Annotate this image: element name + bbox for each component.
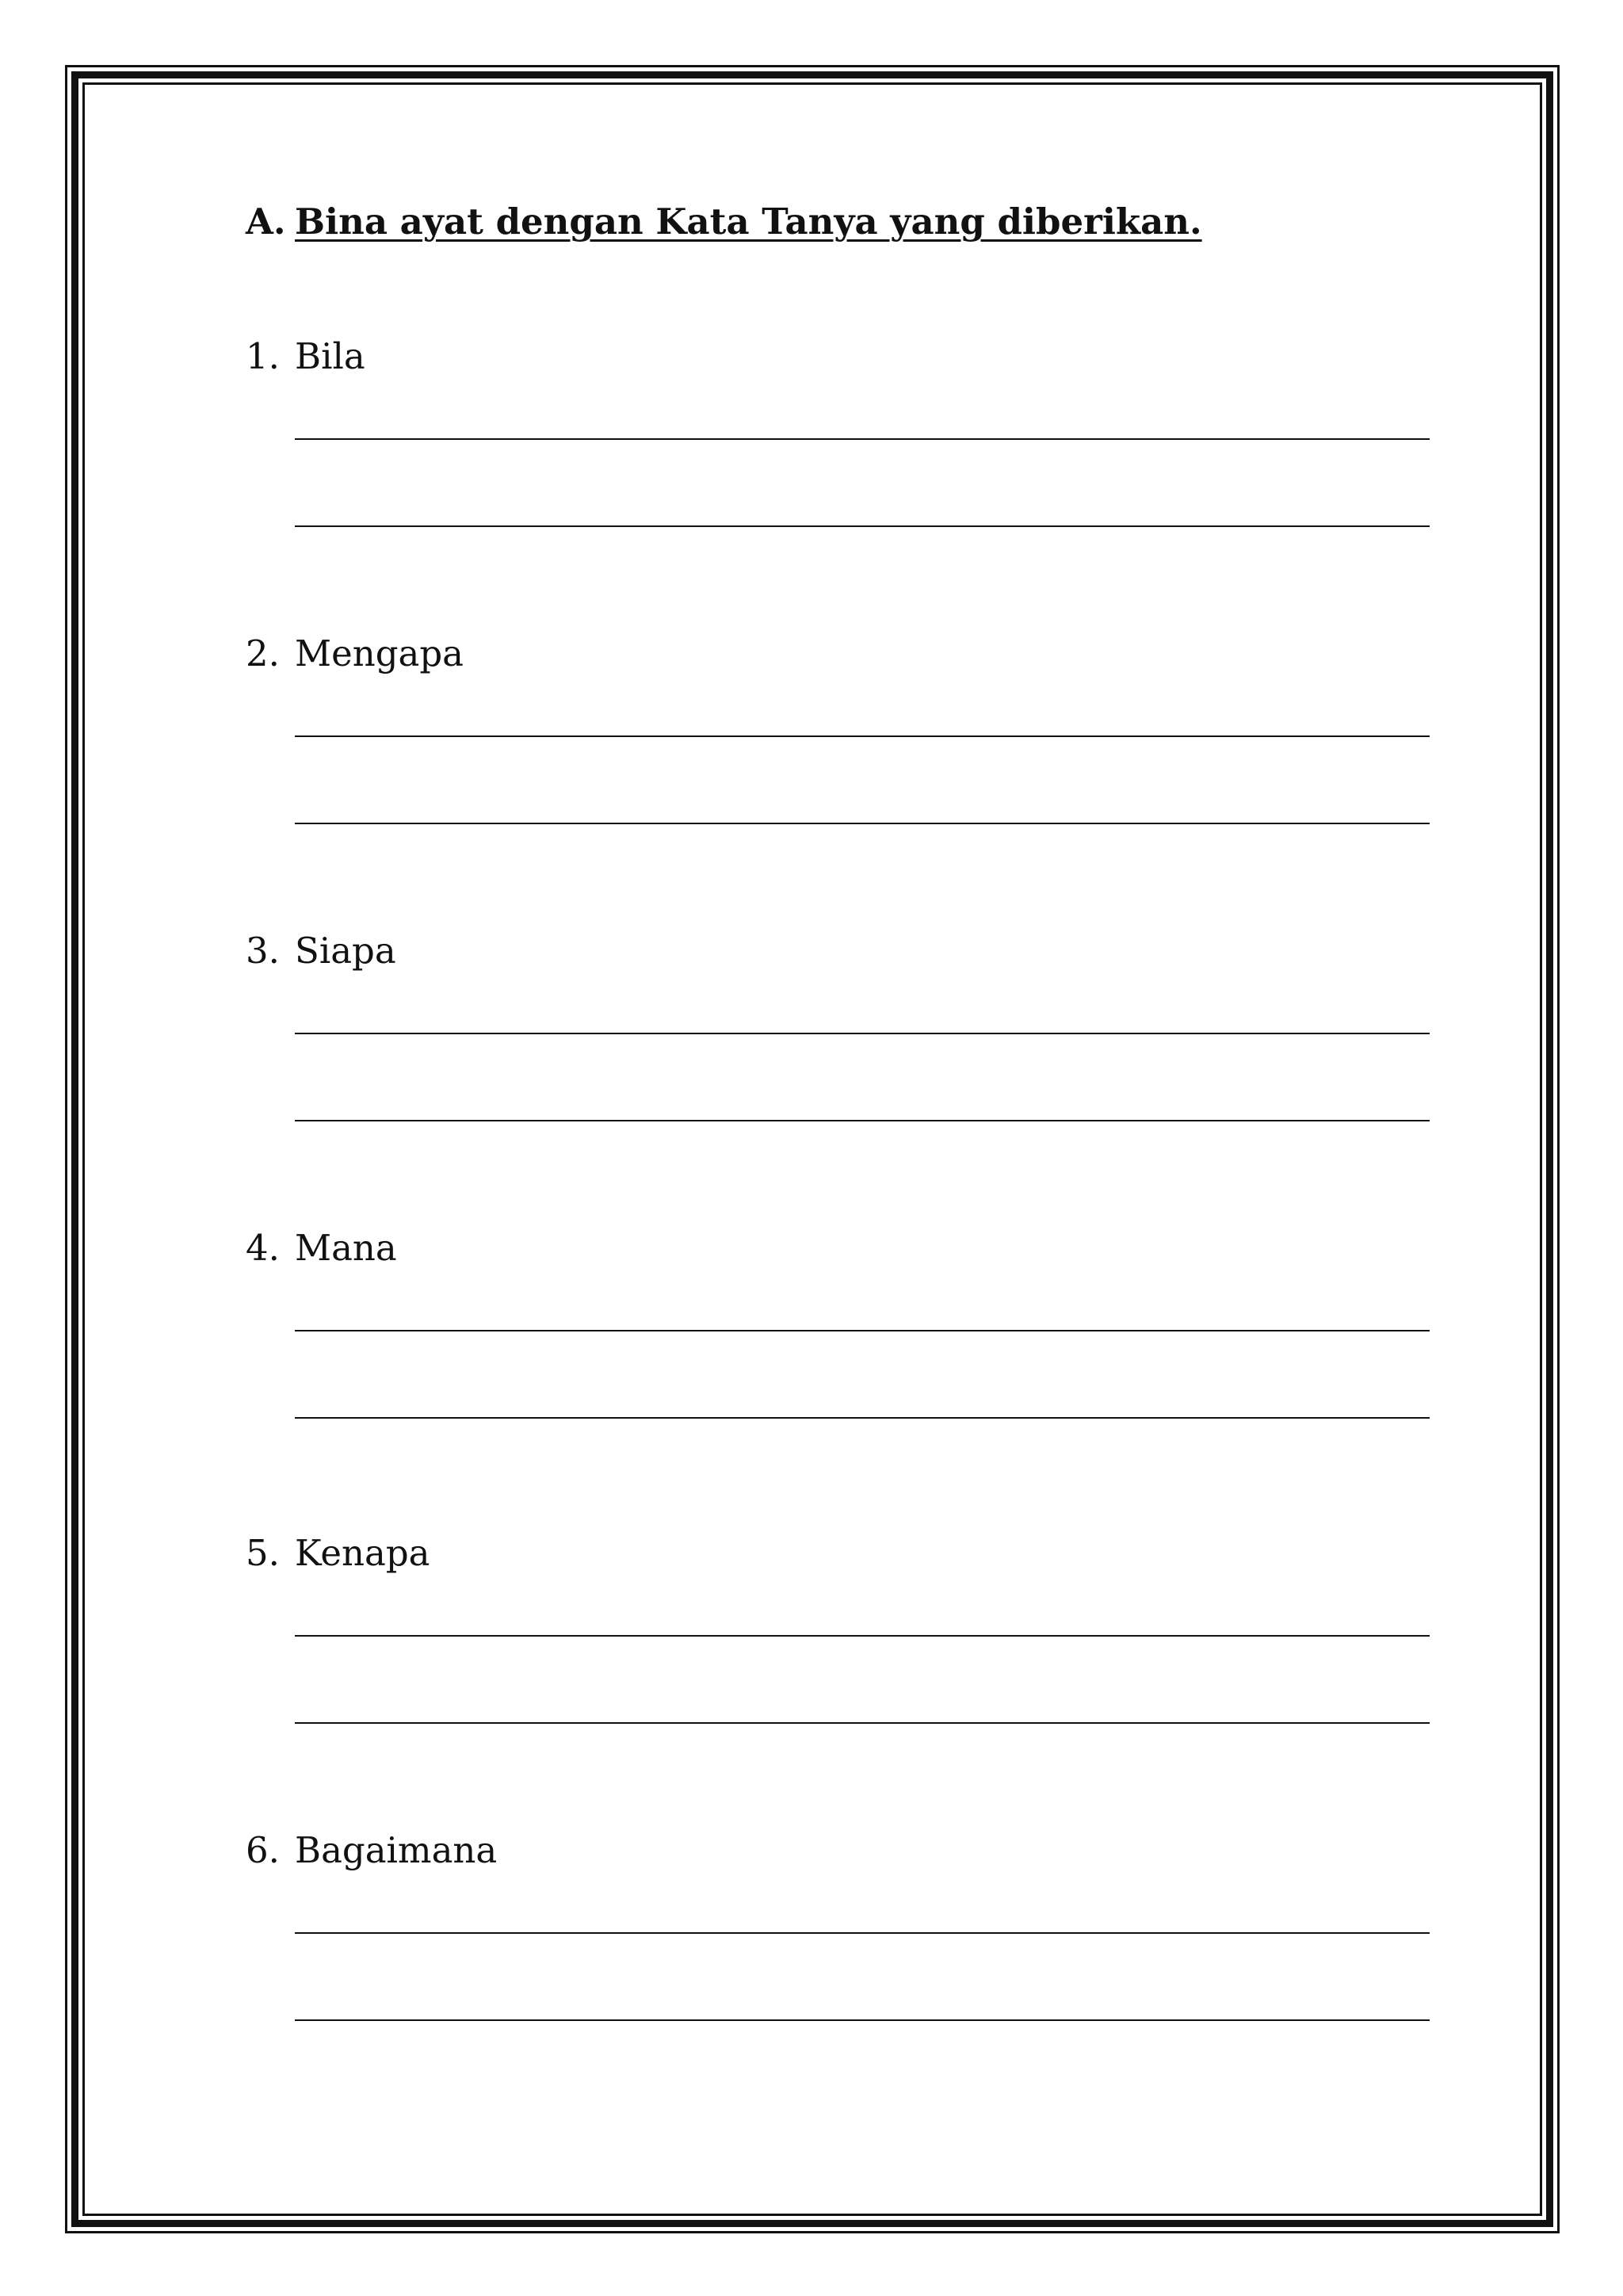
question-label — [246, 1530, 430, 1577]
answer-line-2[interactable] — [295, 1417, 1430, 1419]
question-word: Siapa — [295, 930, 396, 972]
answer-line-1[interactable] — [295, 1635, 1430, 1637]
question-label — [246, 927, 396, 975]
section-letter: A. — [246, 201, 286, 243]
question-label — [246, 630, 464, 678]
question-number: 3. — [246, 930, 280, 972]
question-number: 4. — [246, 1227, 280, 1269]
question-word: Mana — [295, 1227, 397, 1269]
answer-line-2[interactable] — [295, 1120, 1430, 1121]
question-6 — [246, 1827, 1434, 2096]
question-label — [246, 333, 365, 380]
question-3 — [246, 927, 1434, 1197]
question-word: Bagaimana — [295, 1829, 498, 1871]
answer-line-1[interactable] — [295, 1330, 1430, 1331]
answer-line-1[interactable] — [295, 735, 1430, 737]
question-number: 5. — [246, 1532, 280, 1574]
question-word: Bila — [295, 335, 365, 377]
question-word: Kenapa — [295, 1532, 430, 1574]
question-label — [246, 1224, 397, 1272]
question-1 — [246, 333, 1434, 602]
question-label — [246, 1827, 497, 1874]
question-5 — [246, 1530, 1434, 1799]
question-2 — [246, 630, 1434, 900]
question-number: 2. — [246, 632, 280, 674]
section-heading — [246, 198, 1202, 246]
question-word: Mengapa — [295, 632, 464, 674]
question-number: 6. — [246, 1829, 280, 1871]
question-number: 1. — [246, 335, 280, 377]
answer-line-1[interactable] — [295, 438, 1430, 440]
answer-line-2[interactable] — [295, 823, 1430, 824]
answer-line-2[interactable] — [295, 2019, 1430, 2021]
answer-line-2[interactable] — [295, 525, 1430, 527]
question-4 — [246, 1224, 1434, 1494]
answer-line-2[interactable] — [295, 1722, 1430, 1724]
answer-line-1[interactable] — [295, 1033, 1430, 1034]
section-title: Bina ayat dengan Kata Tanya yang diberikan. — [295, 201, 1202, 243]
answer-line-1[interactable] — [295, 1932, 1430, 1934]
